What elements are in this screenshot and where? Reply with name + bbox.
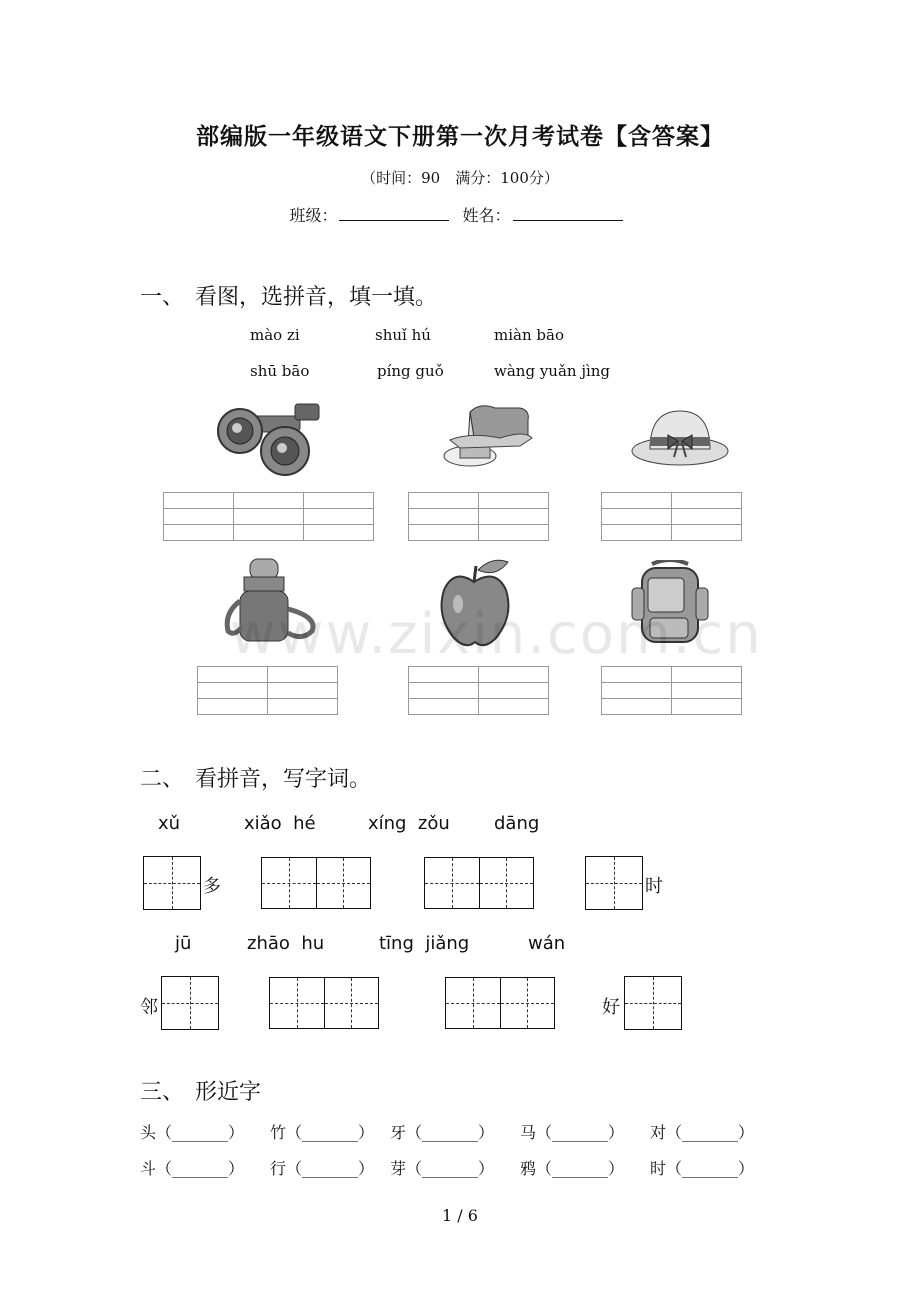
- similar-char-item[interactable]: 芽（_______）: [390, 1159, 495, 1178]
- answer-grid[interactable]: [601, 666, 742, 715]
- tian-grid[interactable]: [424, 857, 534, 909]
- pinyin-option: mào zi: [250, 326, 300, 344]
- pinyin-prompt: xiǎo hé: [244, 813, 316, 834]
- page-title: 部编版一年级语文下册第一次月考试卷【含答案】: [196, 123, 724, 150]
- similar-char-item[interactable]: 对（_______）: [650, 1123, 755, 1142]
- given-character: 好: [602, 997, 620, 1018]
- pinyin-option: píng guǒ: [377, 362, 444, 380]
- answer-grid[interactable]: [601, 492, 742, 541]
- answer-grid[interactable]: [408, 492, 549, 541]
- tian-grid[interactable]: [143, 856, 201, 910]
- given-character: 多: [203, 876, 221, 897]
- exam-time-score: （时间：90 满分：100分）: [361, 169, 559, 187]
- class-blank[interactable]: [339, 206, 449, 221]
- similar-char-item[interactable]: 时（_______）: [650, 1159, 755, 1178]
- watermark: www.zixin.com.cn: [230, 602, 763, 667]
- similar-char-item[interactable]: 鸦（_______）: [520, 1159, 625, 1178]
- pinyin-prompt: jū: [175, 933, 192, 954]
- tian-grid[interactable]: [269, 977, 379, 1029]
- similar-char-item[interactable]: 竹（_______）: [270, 1123, 375, 1142]
- pinyin-option: shuǐ hú: [375, 326, 431, 344]
- similar-char-item[interactable]: 牙（_______）: [390, 1123, 495, 1142]
- class-label: 班级：: [289, 206, 338, 225]
- answer-grid[interactable]: [197, 666, 338, 715]
- student-info: [0, 203, 920, 226]
- section1-heading: 一、 看图，选拼音，填一填。: [140, 285, 438, 310]
- pinyin-prompt: xǔ: [158, 813, 181, 834]
- tian-grid[interactable]: [624, 976, 682, 1030]
- tian-grid[interactable]: [161, 976, 219, 1030]
- pinyin-option: miàn bāo: [494, 326, 564, 344]
- page-number: 1 / 6: [442, 1206, 478, 1225]
- pinyin-option: shū bāo: [250, 362, 310, 380]
- pinyin-option: wàng yuǎn jìng: [494, 362, 611, 380]
- bread-image: [440, 400, 535, 475]
- similar-char-item[interactable]: 头（_______）: [140, 1123, 245, 1142]
- name-label: 姓名：: [462, 206, 511, 225]
- answer-grid[interactable]: [408, 666, 549, 715]
- hat-image: [630, 405, 730, 467]
- pinyin-prompt: wán: [528, 933, 566, 954]
- answer-grid[interactable]: [163, 492, 374, 541]
- section2-heading: 二、 看拼音，写字词。: [140, 767, 372, 792]
- tian-grid[interactable]: [445, 977, 555, 1029]
- similar-char-item[interactable]: 行（_______）: [270, 1159, 375, 1178]
- pinyin-prompt: xíng zǒu: [368, 813, 450, 834]
- pinyin-prompt: dāng: [494, 813, 540, 834]
- similar-char-item[interactable]: 斗（_______）: [140, 1159, 245, 1178]
- given-character: 邻: [140, 997, 158, 1018]
- given-character: 时: [645, 876, 663, 897]
- section3-heading: 三、 形近字: [140, 1080, 262, 1105]
- tian-grid[interactable]: [585, 856, 643, 910]
- name-blank[interactable]: [513, 206, 623, 221]
- similar-char-item[interactable]: 马（_______）: [520, 1123, 625, 1142]
- pinyin-prompt: tīng jiǎng: [379, 933, 470, 954]
- binoculars-image: [210, 396, 330, 481]
- tian-grid[interactable]: [261, 857, 371, 909]
- pinyin-prompt: zhāo hu: [247, 933, 325, 954]
